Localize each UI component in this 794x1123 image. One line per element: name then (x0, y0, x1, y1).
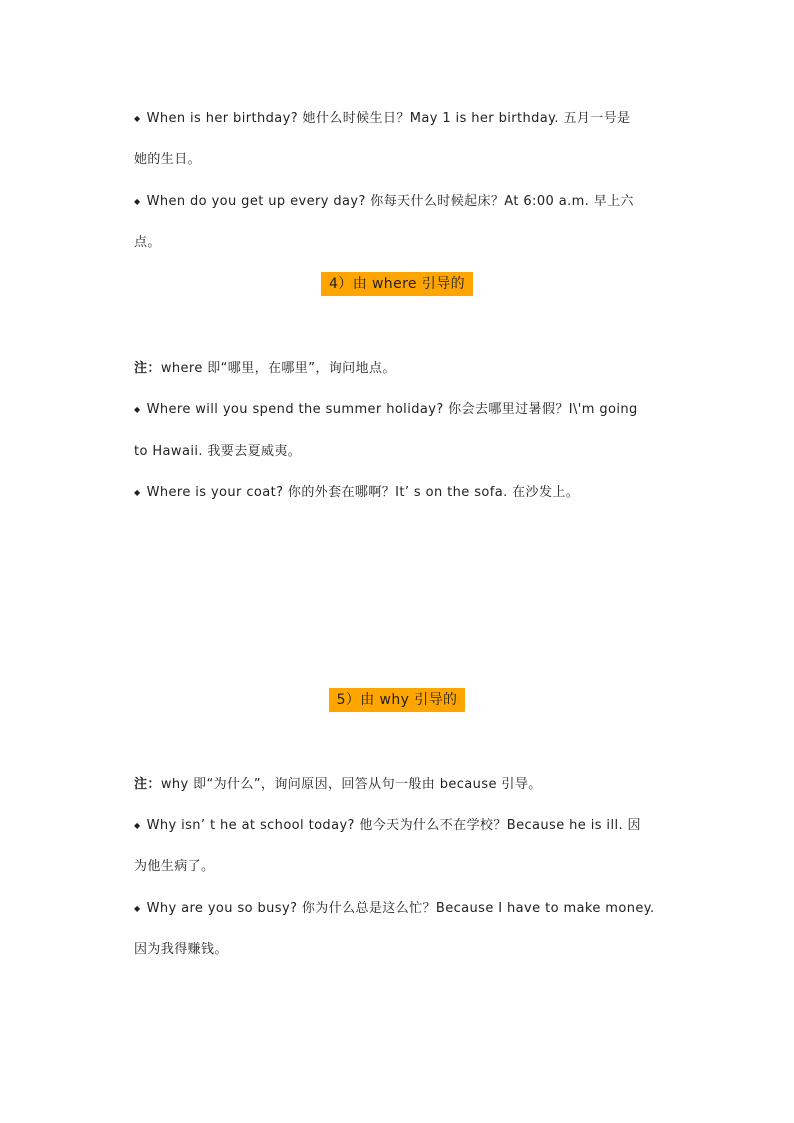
where-item-2 (134, 484, 664, 503)
why-item-1-cont: 为他生病了。 (134, 859, 215, 874)
when-item-1-line1: When is her birthday? 她什么时候生日？May 1 is her birthday. 五月一号是 (146, 111, 631, 126)
bullet-diamond-icon: ◆ (134, 821, 141, 830)
why-heading-wrap (0, 688, 794, 712)
why-heading: 5）由 why 引导的 (329, 688, 466, 712)
when-item-2 (134, 193, 664, 212)
where-note-text: where 即“哪里，在哪里”，询问地点。 (160, 361, 396, 376)
why-item-1 (134, 817, 664, 836)
why-note-text: why 即“为什么”，询问原因，回答从句一般由 because 引导。 (160, 777, 542, 792)
why-note-label: 注： (134, 777, 161, 792)
where-note-label: 注： (134, 361, 161, 376)
where-heading: 4）由 where 引导的 (321, 272, 473, 296)
why-note (134, 776, 664, 794)
bullet-diamond-icon: ◆ (134, 197, 141, 206)
why-item-1-line1: Why isn’ t he at school today? 他今天为什么不在学校？Because he is ill. 因 (146, 818, 641, 833)
where-heading-wrap (0, 272, 794, 296)
when-item-2-line1: When do you get up every day? 你每天什么时候起床？At 6:00 a.m. 早上六 (146, 194, 634, 209)
where-item-1 (134, 401, 664, 420)
why-item-2 (134, 900, 664, 919)
why-item-2-line1: Why are you so busy? 你为什么总是这么忙？Because I have to make money. (146, 901, 655, 916)
when-item-1-cont: 她的生日。 (134, 152, 202, 167)
bullet-diamond-icon: ◆ (134, 405, 141, 414)
bullet-diamond-icon: ◆ (134, 114, 141, 123)
when-item-2-cont: 点。 (134, 235, 161, 250)
when-item-1 (134, 110, 664, 129)
where-item-1-cont: to Hawaii. 我要去夏威夷。 (134, 444, 302, 459)
where-item-1-line1: Where will you spend the summer holiday? 你会去哪里过暑假？I\'m going (146, 402, 638, 417)
bullet-diamond-icon: ◆ (134, 488, 141, 497)
where-note (134, 360, 664, 378)
bullet-diamond-icon: ◆ (134, 904, 141, 913)
where-item-2-line1: Where is your coat? 你的外套在哪啊？It’ s on the sofa. 在沙发上。 (146, 485, 580, 500)
why-item-2-cont: 因为我得赚钱。 (134, 942, 228, 957)
